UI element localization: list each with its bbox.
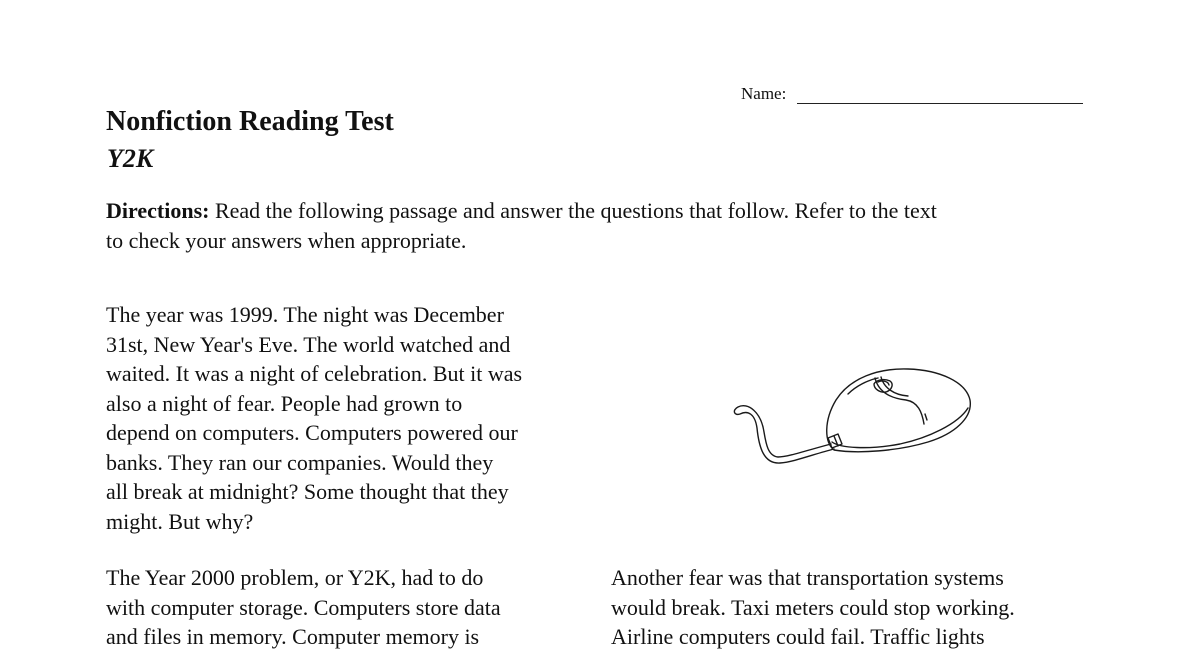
passage-line: Another fear was that transportation systems (611, 565, 1004, 590)
passage-line: with computer storage. Computers store data (106, 594, 501, 620)
passage-line: depend on computers. Computers powered our (106, 420, 518, 445)
directions-text-line-2: to check your answers when appropriate. (106, 228, 467, 253)
passage-line: all break at midnight? Some thought that they (106, 479, 509, 504)
passage-line: Airline computers could fail. Traffic lights (611, 624, 985, 649)
passage-line: waited. It was a night of celebration. But it was (106, 361, 523, 386)
name-field-line (797, 103, 1083, 104)
directions (106, 196, 1106, 256)
page-title: Nonfiction Reading Test (106, 106, 394, 137)
page-subtitle: Y2K (107, 144, 154, 173)
passage-line: might. But why? (106, 508, 254, 534)
name-label: Name: (741, 84, 787, 103)
passage-paragraph-1 (106, 300, 522, 536)
passage-paragraph-3 (611, 563, 1015, 652)
computer-mouse-icon (728, 362, 978, 477)
passage-line: and files in memory. Computer memory is (106, 624, 480, 649)
passage-line: also a night of fear. People had grown to (106, 390, 463, 416)
directions-text-line-1: Read the following passage and answer the questions that follow. Refer to the text (209, 198, 937, 223)
passage-line: The year was 1999. The night was December (106, 302, 504, 327)
directions-label: Directions: (106, 198, 210, 223)
passage-line: 31st, New Year's Eve. The world watched and (106, 331, 511, 357)
passage-line: banks. They ran our companies. Would they (106, 449, 494, 475)
passage-line: The Year 2000 problem, or Y2K, had to do (106, 565, 484, 590)
passage-line: would break. Taxi meters could stop working. (611, 594, 1015, 620)
passage-paragraph-2 (106, 563, 501, 652)
